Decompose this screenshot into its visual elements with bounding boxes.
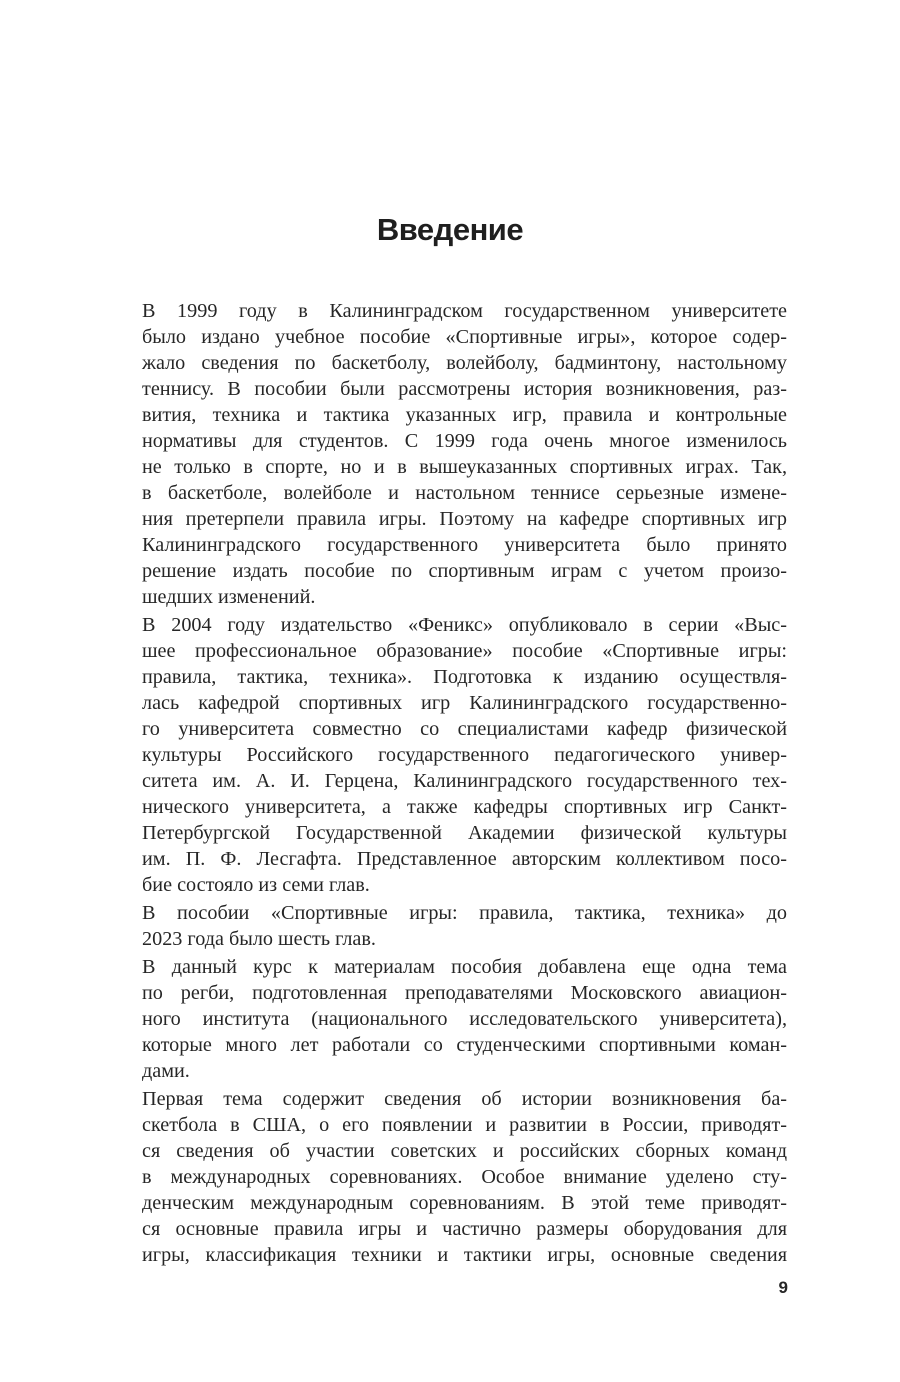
paragraph-5 xyxy=(117,1086,787,1268)
chapter-heading: Введение xyxy=(376,212,524,247)
text-line: В пособии «Спортивные игры: правила, тактика, техника» до xyxy=(142,902,787,924)
text-line: Калининградского государственного университета было принято xyxy=(142,534,787,556)
text-line: шедших изменений. xyxy=(142,586,316,608)
body-text xyxy=(117,298,787,1268)
text-line: которые много лет работали со студенческими спортивными коман- xyxy=(142,1034,787,1056)
text-line: в баскетболе, волейболе и настольном теннисе серьезные измене- xyxy=(142,482,787,504)
text-line: культуры Российского государственного педагогического универ- xyxy=(142,744,787,766)
text-line: ния претерпели правила игры. Поэтому на кафедре спортивных игр xyxy=(142,508,787,530)
text-line: В 1999 году в Калининградском государственном университете xyxy=(142,300,787,322)
text-line: правила, тактика, техника». Подготовка к изданию осуществля- xyxy=(142,666,787,688)
paragraph-3 xyxy=(117,900,787,952)
text-line: Петербургской Государственной Академии физической культуры xyxy=(142,822,787,844)
text-line: не только в спорте, но и в вышеуказанных спортивных играх. Так, xyxy=(142,456,787,478)
text-line: Первая тема содержит сведения об истории возникновения ба- xyxy=(142,1088,787,1110)
text-line: нормативы для студентов. С 1999 года очень многое изменилось xyxy=(142,430,787,452)
text-line: было издано учебное пособие «Спортивные игры», которое содер- xyxy=(142,326,787,348)
text-line: игры, классификация техники и тактики игры, основные сведения xyxy=(142,1244,787,1266)
paragraph-4 xyxy=(117,954,787,1084)
text-line: ного института (национального исследовательского университета), xyxy=(142,1008,787,1030)
text-line: ситета им. А. И. Герцена, Калининградского государственного тех- xyxy=(142,770,787,792)
paragraph-1 xyxy=(117,298,787,610)
text-line: жало сведения по баскетболу, волейболу, бадминтону, настольному xyxy=(142,352,787,374)
text-line: дами. xyxy=(142,1060,190,1082)
text-line: го университета совместно со специалистами кафедр физической xyxy=(142,718,787,740)
text-line: шее профессиональное образование» пособие «Спортивные игры: xyxy=(142,640,787,662)
text-line: 2023 года было шесть глав. xyxy=(142,928,376,950)
text-line: скетбола в США, о его появлении и развитии в России, приводят- xyxy=(142,1114,787,1136)
text-line: лась кафедрой спортивных игр Калининградского государственно- xyxy=(142,692,787,714)
text-line: ся основные правила игры и частично размеры оборудования для xyxy=(142,1218,787,1240)
text-line: В данный курс к материалам пособия добавлена еще одна тема xyxy=(142,956,787,978)
text-line: теннису. В пособии были рассмотрены история возникновения, раз- xyxy=(142,378,787,400)
text-line: вития, техника и тактика указанных игр, правила и контрольные xyxy=(142,404,787,426)
text-line: денческим международным соревнованиям. В этой теме приводят- xyxy=(142,1192,787,1214)
text-line: им. П. Ф. Лесгафта. Представленное авторским коллективом посо- xyxy=(142,848,787,870)
page-number: 9 xyxy=(778,1278,788,1297)
text-line: ся сведения об участии советских и российских сборных команд xyxy=(142,1140,787,1162)
text-line: в международных соревнованиях. Особое внимание уделено сту- xyxy=(142,1166,787,1188)
paragraph-2 xyxy=(117,612,787,898)
text-line: решение издать пособие по спортивным играм с учетом произо- xyxy=(142,560,787,582)
text-line: по регби, подготовленная преподавателями Московского авиацион- xyxy=(142,982,787,1004)
text-line: бие состояло из семи глав. xyxy=(142,874,370,896)
text-line: В 2004 году издательство «Феникс» опубликовало в серии «Выс- xyxy=(142,614,787,636)
text-line: нического университета, а также кафедры спортивных игр Санкт- xyxy=(142,796,787,818)
